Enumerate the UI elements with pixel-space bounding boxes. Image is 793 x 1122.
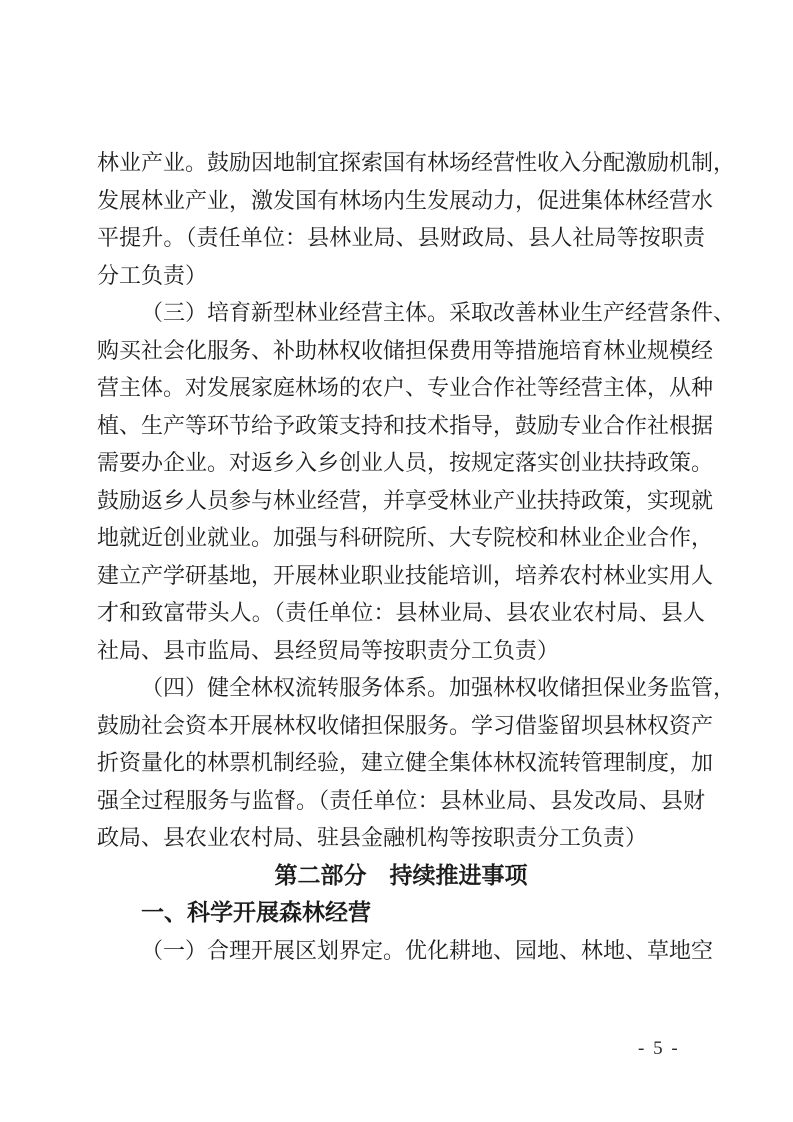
text-line: 政局、县农业农村局、驻县金融机构等按职责分工负责） — [97, 825, 648, 850]
text-line: 需要办企业。对返乡入乡创业人员，按规定落实创业扶持政策。 — [97, 450, 714, 475]
paragraph-item-3 — [97, 294, 736, 669]
text-line: 林业产业。鼓励因地制宜探索国有林场经营性收入分配激励机制， — [97, 150, 736, 175]
text-line: 分工负责） — [97, 262, 208, 288]
text-line: 购买社会化服务、补助林权收储担保费用等措施培育林业规模经 — [97, 337, 714, 363]
text-line: 才和致富带头人。（责任单位：县林业局、县农业农村局、县人 — [97, 600, 705, 625]
text-line: （一）合理开展区划界定。优化耕地、园地、林地、草地空 — [141, 937, 714, 963]
text-line: 折资量化的林票机制经验，建立健全集体林权流转管理制度，加 — [97, 750, 714, 775]
part2-heading: 第二部分 持续推进事项 — [274, 861, 528, 888]
section1-heading: 一、科学开展森林经营 — [141, 899, 371, 925]
text-line: 鼓励社会资本开展林权收储担保服务。学习借鉴留坝县林权资产 — [97, 712, 714, 738]
text-line: 建立产学研基地，开展林业职业技能培训，培养农村林业实用人 — [97, 562, 714, 588]
text-line: （三）培育新型林业经营主体。采取改善林业生产经营条件、 — [141, 300, 736, 325]
text-line: （四）健全林权流转服务体系。加强林权收储担保业务监管， — [141, 675, 736, 700]
text-line: 社局、县市监局、县经贸局等按职责分工负责） — [97, 637, 560, 663]
text-line: 发展林业产业，激发国有林场内生发展动力，促进集体林经营水 — [97, 187, 714, 213]
text-line: 营主体。对发展家庭林场的农户、专业合作社等经营主体，从种 — [97, 375, 714, 400]
document-body — [97, 144, 736, 969]
paragraph-item-4 — [97, 669, 736, 857]
text-line: 植、生产等环节给予政策支持和技术指导，鼓励专业合作社根据 — [97, 412, 714, 438]
paragraph-part2-item-1 — [97, 932, 714, 970]
page-number: - 5 - — [638, 1038, 680, 1059]
text-line: 强全过程服务与监督。（责任单位：县林业局、县发改局、县财 — [97, 787, 705, 813]
text-line: 平提升。（责任单位：县林业局、县财政局、县人社局等按职责 — [97, 225, 705, 250]
text-line: 鼓励返乡人员参与林业经营，并享受林业产业扶持政策，实现就 — [97, 487, 714, 513]
text-line: 地就近创业就业。加强与科研院所、大专院校和林业企业合作， — [97, 525, 714, 550]
paragraph-continuation — [97, 144, 736, 294]
